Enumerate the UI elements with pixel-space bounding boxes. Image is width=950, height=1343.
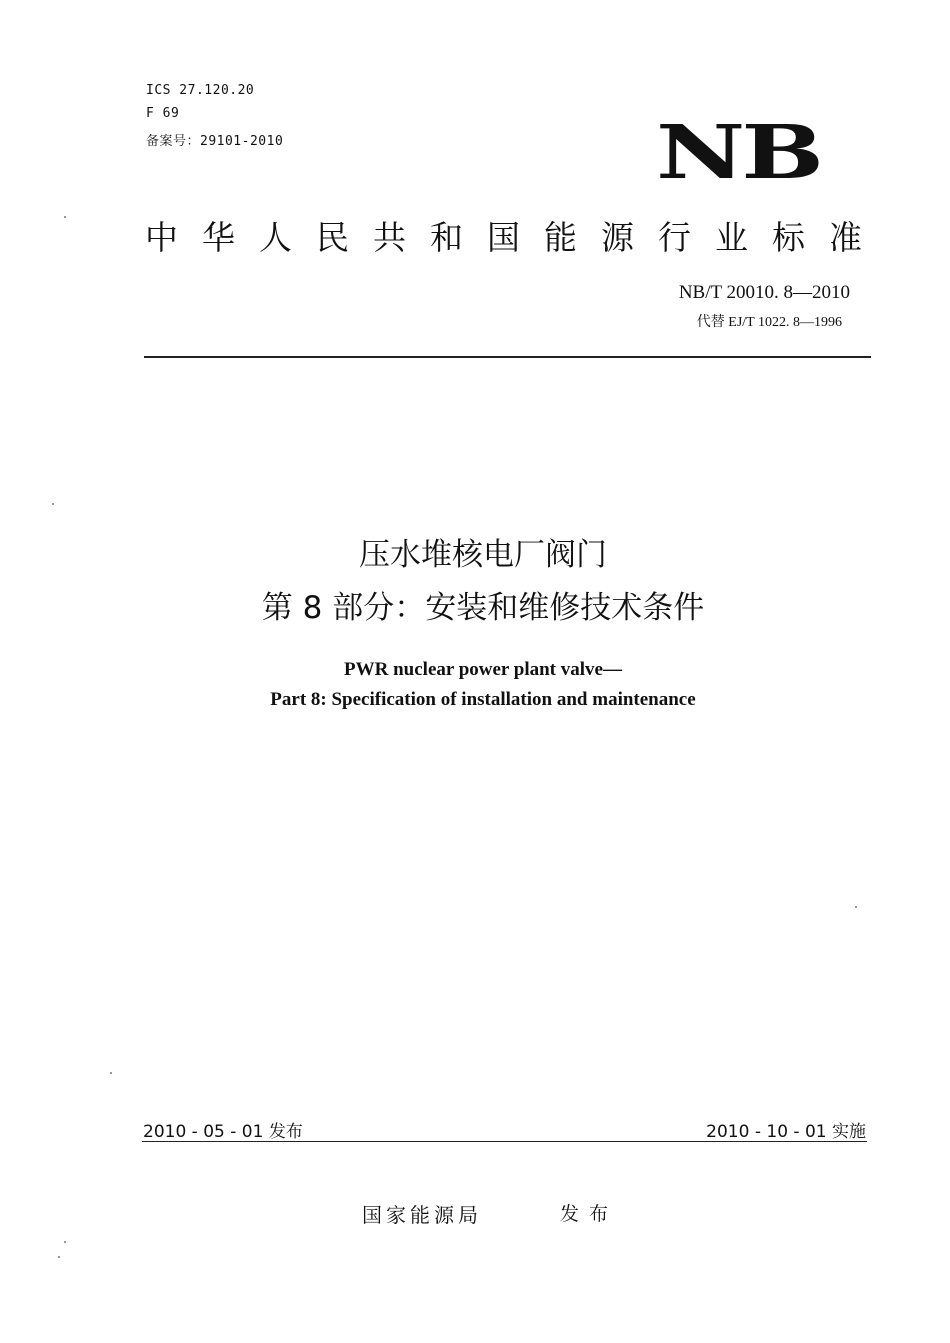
title-zh-line2: 第 8 部分：安装和维修技术条件: [261, 590, 705, 626]
filing-number: 备案号：29101-2010: [146, 134, 284, 149]
scan-speck: [110, 1072, 112, 1074]
title-en-line1: PWR nuclear power plant valve—: [344, 659, 622, 680]
dates-divider: [142, 1141, 867, 1142]
title-zh-line1: 压水堆核电厂阀门: [359, 537, 607, 573]
title-en-line2: Part 8: Specification of installation and maintenance: [270, 689, 696, 710]
scan-speck: [64, 216, 66, 218]
scan-speck: [855, 906, 857, 908]
implementation-date: 2010 - 10 - 01 实施: [706, 1122, 866, 1142]
header-divider: [144, 356, 871, 358]
scan-speck: [52, 503, 54, 505]
standard-number: NB/T 20010. 8—2010: [678, 282, 850, 303]
scan-speck: [58, 1256, 60, 1258]
publish-label: 发布: [560, 1203, 619, 1225]
industry-standard-title: 中华人民共和国能源行业标准: [145, 218, 886, 257]
ccs-code: F 69: [146, 106, 180, 121]
replaces-standard: 代替 EJ/T 1022. 8—1996: [696, 315, 842, 330]
publisher-name: 国家能源局: [362, 1203, 482, 1227]
nb-logo: NB: [656, 110, 820, 196]
issue-date: 2010 - 05 - 01 发布: [143, 1122, 303, 1142]
scan-speck: [64, 1241, 66, 1243]
ics-code: ICS 27.120.20: [146, 83, 255, 98]
